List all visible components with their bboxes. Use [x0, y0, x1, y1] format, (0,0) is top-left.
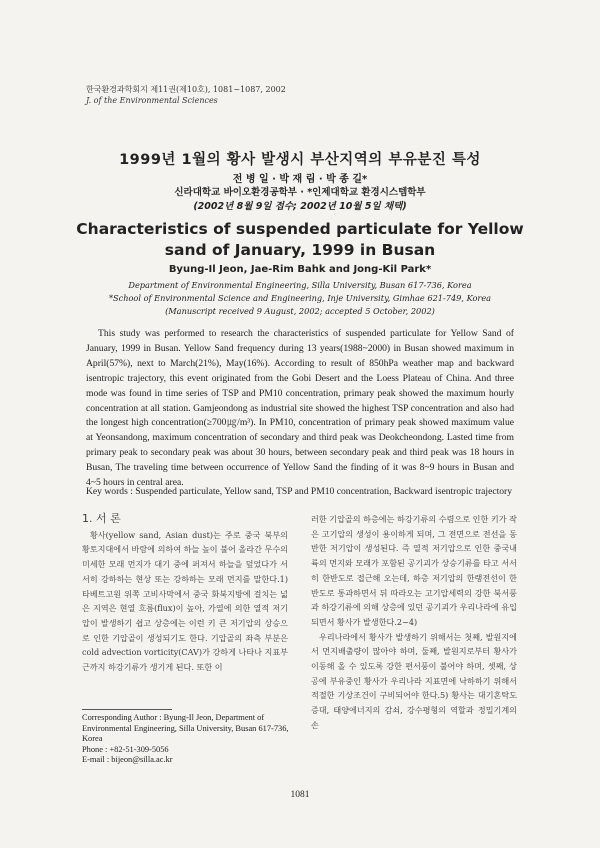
- korean-title: 1999년 1월의 황사 발생시 부산지역의 부유분진 특성: [119, 152, 481, 168]
- page-number: 1081: [290, 790, 310, 800]
- abstract-text: This study was performed to research the characteristics of suspended particulate for Yellow Sand of January, 1999 in Busan. Yellow Sand frequency during 13 years(1988~2000) in Busan showed maximum in April(57%), next to March(21%), May(16%). According to result of 850hPa weather map and backward isentropic trajectory, this event originated from the Gobi Desert and the Loess Plateau of China. And three mode was found in time series of TSP and PM10 concentration, primary peak showed the maximum hourly concentration at all station. Gamjeondong as industrial site showed the highest TSP concentration and also had the longest high concentration(≥700㎍/m³). In PM10, concentration of primary peak showed maximum value at Yeonsandong, maximum concentration of secondary and third peak was Deokcheondong. Lasted time from primary peak to secondary peak was about 30 hours, between secondary peak and third peak was 18 hours in Busan, The traveling time between occurrence of Yellow Sand the finding of it was 8~9 hours in Busan and 4~5 hours in central area.: [86, 328, 514, 489]
- body-paragraph: 황사(yellow sand, Asian dust)는 주로 중국 북부의 황토지대에서 바람에 의하여 하늘 높이 불어 올라간 무수의 미세한 모래 먼지가 대기 중에 퍼져서 하늘을 덮었다가 서서히 강하하는 현상 또는 강하하는 모래 먼지를 말한다.1) 타베트고원 위쪽 고비사막에서 중국 화북지방에 걸치는 넓은 지역은 현열 흐름(flux)이 높아, 가열에 의한 열적 저기압이 발생하기 쉽고 상층에는 이런 키 큰 저기압의 상승으로 인한 기압골이 생성되기도 한다. 기압골의 좌측 부분은 cold advection vorticity(CAV)가 강하게 나타나 지표부근까지 하강기류가 생기게 된다. 또한 이: [82, 529, 288, 673]
- korean-authors: 전 병 일 · 박 재 림 · 박 종 길*: [232, 174, 368, 185]
- body-column-left: [82, 512, 288, 675]
- affiliation-line: Department of Environmental Engineering, Silla University, Busan 617-736, Korea: [128, 280, 472, 290]
- english-title: Characteristics of suspended particulate for Yellow sand of January, 1999 in Busan: [76, 220, 524, 259]
- english-affiliation: [0, 279, 600, 318]
- footnote-divider: [82, 709, 172, 710]
- korean-affiliation: 신라대학교 바이오환경공학부 · *인제대학교 환경시스템학부: [174, 187, 426, 198]
- affiliation-line: *School of Environmental Science and Engineering, Inje University, Gimhae 621-749, Korea: [108, 293, 492, 303]
- journal-name: J. of the Environmental Sciences: [86, 96, 218, 105]
- body-paragraph: 우리나라에서 황사가 발생하기 위해서는 첫째, 발원지에서 먼지배출량이 많아야 하며, 둘째, 발원지로부터 황사가 이동해 올 수 있도록 강한 편서풍이 불어야 하며, 셋째, 상공에 부유중인 황사가 우리나라 지표면에 낙하하기 위해서 적절한 기상조건이 구비되어야 한다.5) 황사는 대기혼탁도 증대, 태양에너지의 감쇠, 강수평형의 역할과 정밀기계의 손: [311, 631, 517, 730]
- keywords: Key words : Suspended particulate, Yellow sand, TSP and PM10 concentration, Backward isentropic trajectory: [86, 486, 513, 497]
- manuscript-dates: (Manuscript received 9 August, 2002; accepted 5 October, 2002): [165, 306, 435, 316]
- abstract: [86, 327, 514, 491]
- journal-citation: 한국환경과학회지 제11권(제10호), 1081~1087, 2002: [86, 85, 286, 94]
- english-authors: Byung-Il Jeon, Jae-Rim Bahk and Jong-Kil Park*: [168, 264, 432, 275]
- journal-header: [86, 84, 286, 106]
- phone: Phone : +82-51-309-5056: [82, 744, 169, 754]
- korean-received-date: (2002년 8월 9일 접수; 2002년 10월 5일 채택): [193, 201, 407, 212]
- section-heading: 1. 서 론: [82, 512, 121, 525]
- corresponding-author-footnote: [82, 713, 292, 766]
- corresponding-author: Corresponding Author : Byung-Il Jeon, Department of Environmental Engineering, Silla University, Busan 617-736, Korea: [82, 713, 289, 744]
- body-paragraph: 러한 기압골의 하층에는 하강기류의 수렴으로 인한 키가 작은 고기압의 생성이 용이하게 되며, 그 전면으로 전선을 동반한 저기압이 생성된다. 즉 열적 저기압으로 인한 중국내륙의 먼지와 모래가 포함된 공기괴가 상승기류를 타고 서서히 한반도로 접근해 오는데, 하층 저기압의 한랭전선이 한반도로 통과하면서 뒤 따라오는 고기압세력의 강한 북서풍과 하강기류에 의해 상층에 있던 공기괴가 우리나라에 유입되면서 황사가 발생한다.2~4): [311, 514, 517, 627]
- email: E-mail : bijeon@silla.ac.kr: [82, 755, 173, 765]
- body-column-right: [311, 512, 517, 733]
